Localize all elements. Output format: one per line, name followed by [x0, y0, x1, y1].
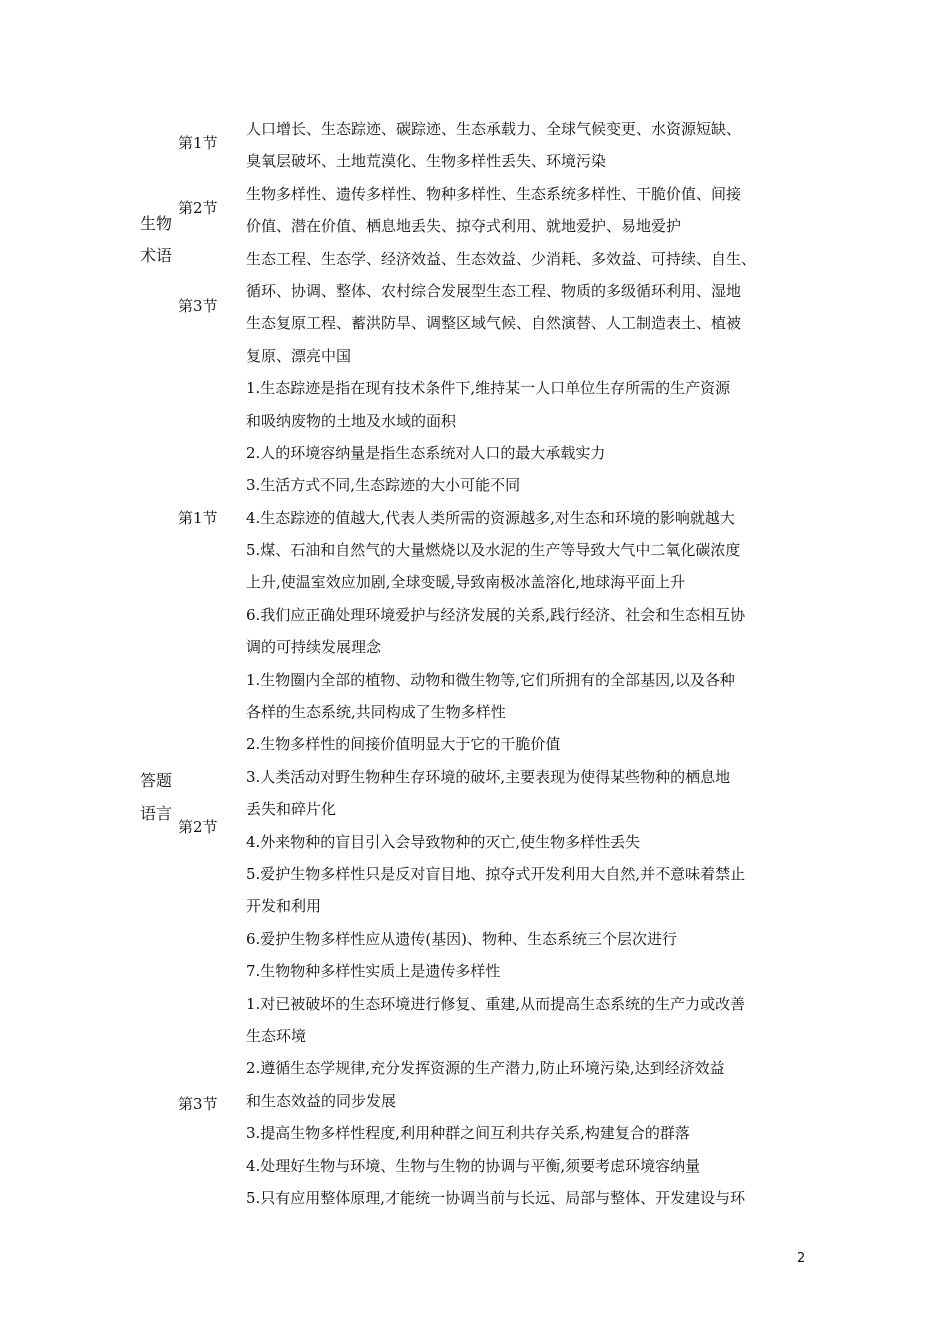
text-line: 和吸纳废物的土地及水域的面积 [246, 411, 457, 430]
text-line: 臭氧层破坏、土地荒漠化、生物多样性丢失、环境污染 [246, 152, 607, 171]
text-line: 5.爱护生物多样性只是反对盲目地、掠夺式开发利用大自然,并不意味着禁止 [246, 864, 746, 883]
text-line: 6.我们应正确处理环境爱护与经济发展的关系,践行经济、社会和生态相互协 [246, 605, 746, 624]
text-line: 复原、漂亮中国 [246, 346, 352, 365]
category-terms-line1: 生物 [140, 214, 173, 233]
text-line: 价值、潜在价值、栖息地丢失、掠夺式利用、就地爱护、易地爱护 [246, 217, 682, 236]
text-line: 生态工程、生态学、经济效益、生态效益、少消耗、多效益、可持续、自生、 [246, 249, 757, 268]
category-answers-line1: 答题 [140, 771, 173, 790]
text-line: 2.人的环境容纳量是指生态系统对人口的最大承载实力 [246, 443, 606, 462]
text-line: 循环、协调、整体、农村综合发展型生态工程、物质的多级循环利用、湿地 [246, 281, 742, 300]
text-line: 4.生态踪迹的值越大,代表人类所需的资源越多,对生态和环境的影响就越大 [246, 508, 735, 527]
section-label-terms-1: 第1节 [178, 134, 218, 152]
text-line: 生态环境 [246, 1026, 307, 1045]
text-line: 1.生态踪迹是指在现有技术条件下,维持某一人口单位生存所需的生产资源 [246, 379, 731, 398]
section-label-answers-2: 第2节 [178, 818, 218, 836]
section-label-answers-3: 第3节 [178, 1095, 218, 1113]
text-line: 5.只有应用整体原理,才能统一协调当前与长远、局部与整体、开发建设与环 [246, 1188, 746, 1207]
text-line: 调的可持续发展理念 [246, 638, 382, 657]
text-line: 1.对已被破坏的生态环境进行修复、重建,从而提高生态系统的生产力或改善 [246, 994, 746, 1013]
text-line: 生物多样性、遗传多样性、物种多样性、生态系统多样性、干脆价值、间接 [246, 184, 742, 203]
text-line: 6.爱护生物多样性应从遗传(基因)、物种、生态系统三个层次进行 [246, 929, 678, 948]
text-line: 和生态效益的同步发展 [246, 1091, 397, 1110]
section-label-answers-1: 第1节 [178, 509, 218, 527]
text-line: 7.生物物种多样性实质上是遗传多样性 [246, 962, 501, 981]
text-line: 3.人类活动对野生物种生存环境的破坏,主要表现为使得某些物种的栖息地 [246, 767, 731, 786]
text-line: 丢失和碎片化 [246, 800, 337, 819]
text-line: 开发和利用 [246, 897, 322, 916]
text-line: 上升,使温室效应加剧,全球变暖,导致南极冰盖溶化,地球海平面上升 [246, 573, 686, 592]
text-line: 5.煤、石油和自然气的大量燃烧以及水泥的生产等导致大气中二氧化碳浓度 [246, 541, 741, 560]
category-terms-line2: 术语 [140, 246, 173, 265]
text-line: 1.生物圈内全部的植物、动物和微生物等,它们所拥有的全部基因,以及各种 [246, 670, 735, 689]
category-answers-line2: 语言 [140, 804, 173, 823]
text-line: 各样的生态系统,共同构成了生物多样性 [246, 703, 506, 722]
page-number: 2 [797, 1251, 806, 1266]
text-line: 3.生活方式不同,生态踪迹的大小可能不同 [246, 476, 521, 495]
section-label-terms-3: 第3节 [178, 297, 218, 315]
text-line: 4.处理好生物与环境、生物与生物的协调与平衡,须要考虑环境容纳量 [246, 1156, 701, 1175]
text-line: 4.外来物种的盲目引入会导致物种的灭亡,使生物多样性丢失 [246, 832, 641, 851]
text-line: 2.生物多样性的间接价值明显大于它的干脆价值 [246, 735, 561, 754]
text-line: 3.提高生物多样性程度,利用种群之间互利共存关系,构建复合的群落 [246, 1124, 690, 1143]
text-line: 生态复原工程、蓄洪防旱、调整区域气候、自然演替、人工制造表土、植被 [246, 314, 742, 333]
text-line: 2.遵循生态学规律,充分发挥资源的生产潜力,防止环境污染,达到经济效益 [246, 1059, 725, 1078]
text-line: 人口增长、生态踪迹、碳踪迹、生态承载力、全球气候变更、水资源短缺、 [246, 120, 742, 138]
section-label-terms-2: 第2节 [178, 199, 218, 217]
content-column [246, 113, 818, 1214]
